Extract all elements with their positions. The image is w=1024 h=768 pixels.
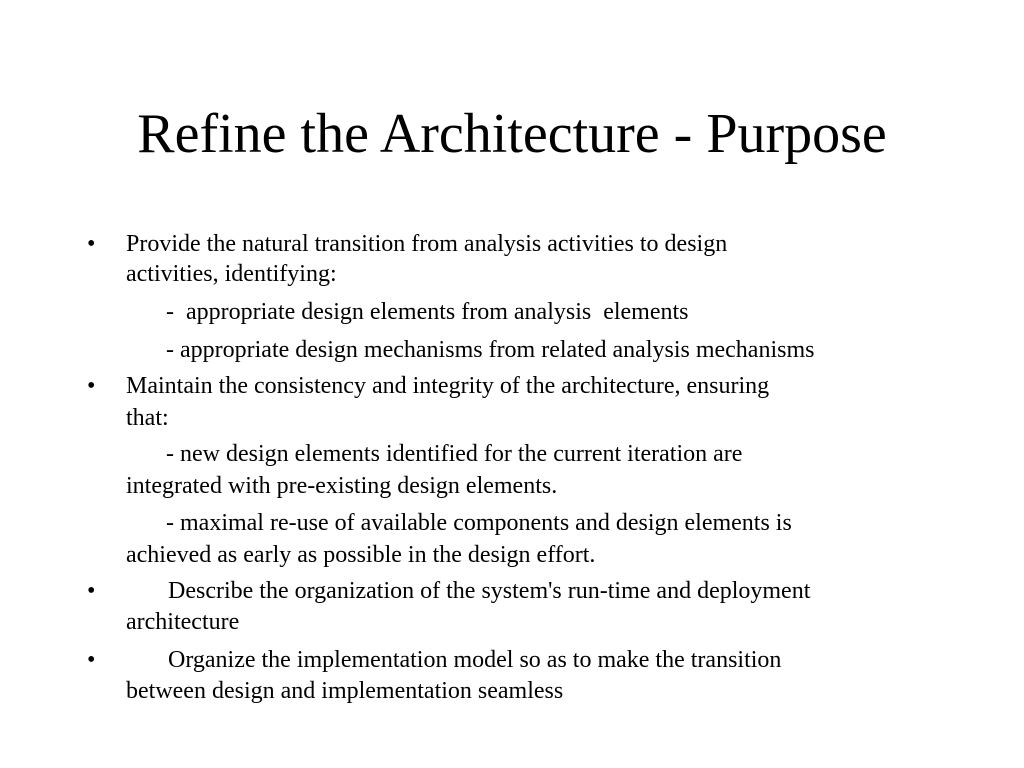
bullet-text-line: that:: [126, 405, 169, 431]
bullet-text-line: Provide the natural transition from analysis activities to design: [126, 231, 728, 257]
slide-title: Refine the Architecture - Purpose: [137, 103, 887, 165]
sub-point-line: integrated with pre-existing design elements.: [126, 473, 558, 499]
bullet-text-line: Organize the implementation model so as to make the transition: [168, 647, 782, 673]
sub-point-line: - appropriate design elements from analysis elements: [166, 299, 689, 325]
bullet-text-line: between design and implementation seamless: [126, 678, 564, 704]
sub-point-line: - new design elements identified for the current iteration are: [166, 441, 743, 467]
sub-point-line: achieved as early as possible in the design effort.: [126, 542, 596, 568]
bullet-text-line: Describe the organization of the system's run-time and deployment: [168, 578, 811, 604]
bullet-marker: •: [87, 647, 96, 673]
bullet-marker: •: [87, 578, 96, 604]
bullet-text-line: Maintain the consistency and integrity of the architecture, ensuring: [126, 373, 770, 399]
sub-point-line: - maximal re-use of available components and design elements is: [166, 510, 792, 536]
bullet-marker: •: [87, 373, 96, 399]
bullet-text-line: architecture: [126, 609, 240, 635]
sub-point-line: - appropriate design mechanisms from related analysis mechanisms: [166, 337, 815, 363]
bullet-marker: •: [87, 231, 96, 257]
bullet-text-line: activities, identifying:: [126, 261, 337, 287]
